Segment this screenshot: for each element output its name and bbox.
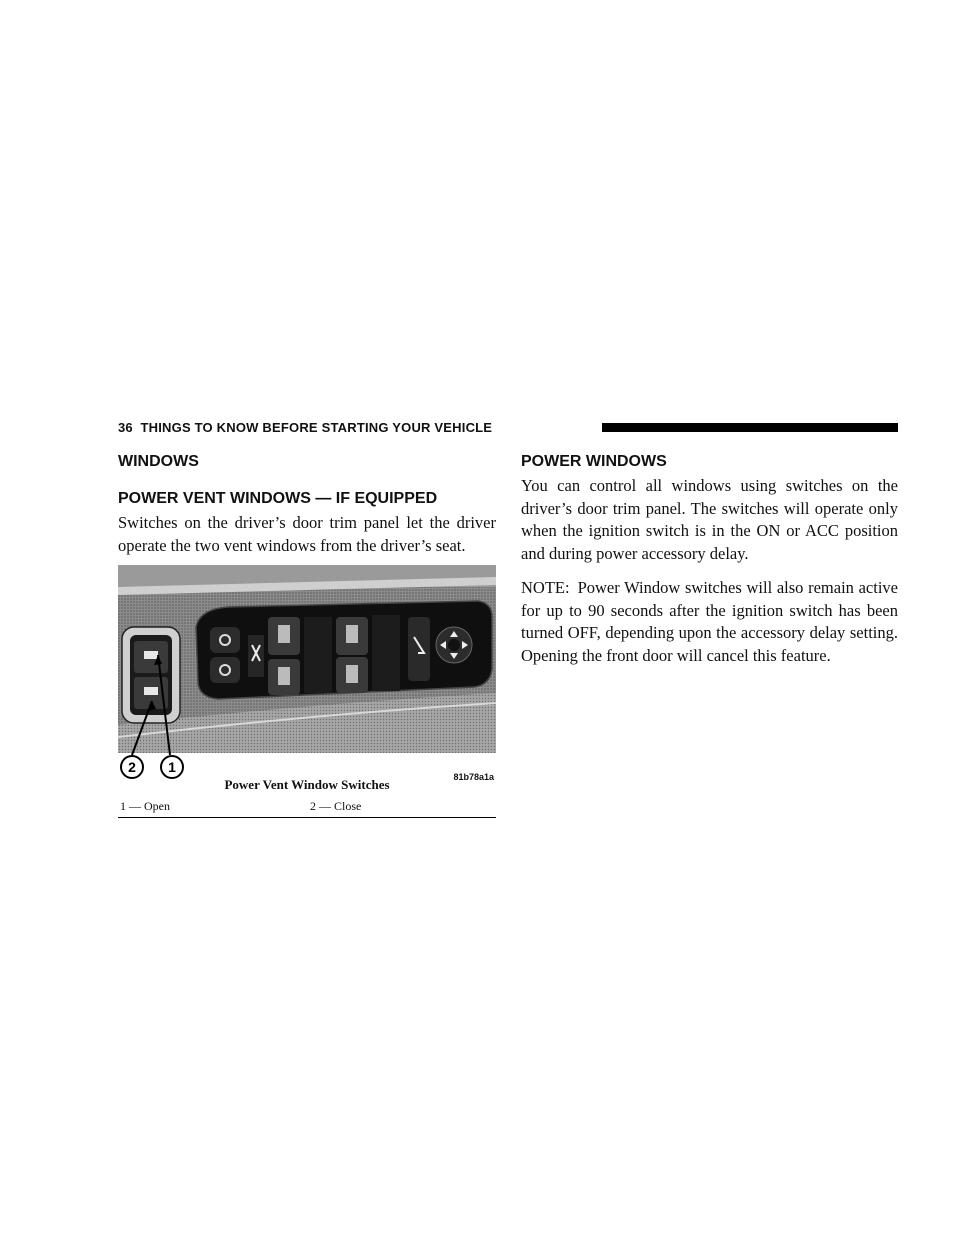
figure-code: 81b78a1a	[453, 772, 494, 782]
callout-2-number: 2	[128, 759, 136, 775]
section-title: THINGS TO KNOW BEFORE STARTING YOUR VEHICLE	[140, 420, 493, 435]
legend-item-close: 2 — Close	[310, 799, 362, 813]
door-switch-illustration	[118, 565, 496, 803]
power-windows-body: You can control all windows using switches on the driver’s door trim panel. The switches will operate only when the ignition switch is in the ON or ACC position and during power accessory delay.	[521, 476, 898, 563]
heading-windows: WINDOWS	[118, 453, 199, 470]
figure-legend	[118, 799, 496, 818]
note-paragraph	[521, 577, 898, 667]
vent-intro-text: Switches on the driver’s door trim panel let the driver operate the two vent windows from the driver’s seat.	[118, 513, 496, 555]
heading-power-vent-windows: POWER VENT WINDOWS — IF EQUIPPED	[118, 490, 438, 507]
note-label: NOTE:	[521, 578, 570, 597]
left-column	[118, 449, 496, 818]
heading-power-windows: POWER WINDOWS	[521, 453, 667, 470]
page-header	[118, 418, 898, 440]
legend-item-open: 1 — Open	[120, 799, 170, 813]
page-header-label	[118, 420, 492, 435]
note-text: Power Window switches will also remain active for up to 90 seconds after the ignition switch has been turned OFF, depending upon the accessory delay setting. Opening the front door will cancel this feature.	[521, 578, 898, 665]
callout-1-number: 1	[168, 759, 176, 775]
header-rule	[602, 423, 898, 432]
vent-switch-figure	[118, 565, 496, 782]
right-column	[521, 449, 898, 667]
page-number: 36	[118, 420, 133, 435]
figure-caption: Power Vent Window Switches	[224, 777, 390, 792]
